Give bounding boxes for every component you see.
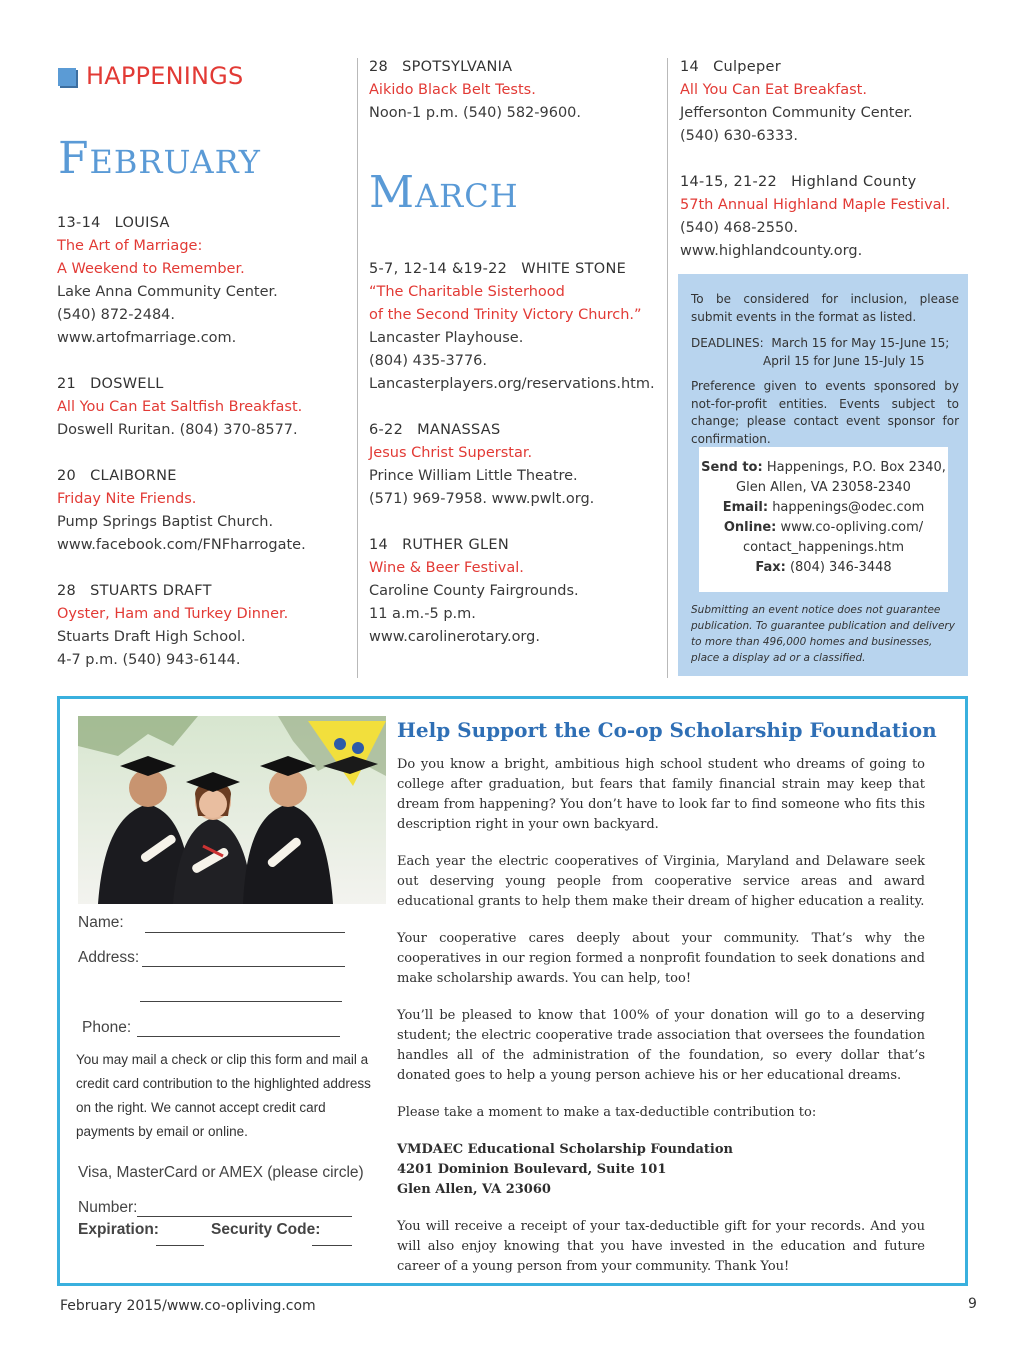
email-link[interactable]: happenings@odec.com [772, 500, 925, 515]
security-code-label: Security Code: [211, 1221, 321, 1238]
col3-events [680, 56, 980, 286]
event-detail: Jeffersonton Community Center. [680, 105, 913, 121]
expiration-label: Expiration: [78, 1221, 159, 1238]
column-divider [667, 58, 668, 678]
event-place: SPOTSYLVANIA [402, 59, 513, 75]
event-date: 28 [369, 59, 389, 75]
event-detail: Stuarts Draft High School. [57, 629, 246, 645]
address-field[interactable] [142, 966, 345, 967]
event-detail: (540) 468-2550. www.highlandcounty.org. [680, 220, 863, 259]
event-detail: (540) 630-6333. [680, 128, 799, 144]
column-divider [357, 58, 358, 678]
february-events [57, 212, 347, 695]
security-code-field[interactable] [312, 1245, 352, 1246]
event-title: All You Can Eat Saltfish Breakfast. [57, 399, 303, 415]
scholarship-paragraph: You’ll be pleased to know that 100% of your donation will go to a deserving student; the electric cooperative trade association that oversees the foundation handles all of the administration of the foundation, so every dollar that’s donated goes to help a young person achieve his or her educational dreams. [397, 1008, 925, 1083]
event-date: 6-22 [369, 422, 404, 438]
event-listing [369, 258, 659, 396]
scholarship-paragraph: Your cooperative cares deeply about your community. That’s why the cooperatives in our region formed a nonprofit foundation to seek donations and make scholarship awards. You can help, too! [397, 931, 925, 986]
event-place: LOUISA [114, 215, 170, 231]
event-date: 5-7, 12-14 &19-22 [369, 261, 508, 277]
event-title: A Weekend to Remember. [57, 261, 245, 277]
scholarship-paragraph: Each year the electric cooperatives of Virginia, Maryland and Delaware seek out deserving young people from cooperative service areas and award educational grants to help them make their dream of higher education a reality. [397, 854, 925, 909]
info-intro: To be considered for inclusion, please submit events in the format as listed. [691, 292, 959, 324]
event-title: Aikido Black Belt Tests. [369, 82, 536, 98]
event-title: 57th Annual Highland Maple Festival. [680, 197, 951, 213]
event-title: “The Charitable Sisterhood [369, 284, 565, 300]
event-date: 13-14 [57, 215, 101, 231]
scholarship-paragraph: Do you know a bright, ambitious high school student who dreams of going to college after graduation, but fears that family financial strain may keep that dream from happening? You don’t have to look far to find someone who fits this description right in your own backyard. [397, 757, 925, 832]
info-disclaimer: Submitting an event notice does not guarantee publication. To guarantee publication and delivery to more than 496,000 homes and businesses, place a display ad or a classified. [691, 604, 955, 664]
cards-label: Visa, MasterCard or AMEX (please circle) [78, 1164, 364, 1181]
submission-info-box [678, 274, 968, 676]
event-place: Culpeper [713, 59, 782, 75]
event-title: Oyster, Ham and Turkey Dinner. [57, 606, 289, 622]
number-label: Number: [78, 1199, 138, 1216]
event-place: STUARTS DRAFT [90, 583, 212, 599]
section-title: HAPPENINGS [86, 62, 244, 90]
event-detail: 4-7 p.m. (540) 943-6144. [57, 652, 241, 668]
event-date: 14 [680, 59, 700, 75]
graduates-photo [78, 716, 386, 904]
event-detail: www.facebook.com/FNFharrogate. [57, 537, 306, 553]
event-place: MANASSAS [417, 422, 501, 438]
event-detail: (804) 435-3776. [369, 353, 488, 369]
event-listing [369, 419, 659, 511]
name-field[interactable] [145, 932, 345, 933]
footer-left: February 2015/www.co-opliving.com [60, 1298, 316, 1314]
event-place: CLAIBORNE [90, 468, 177, 484]
event-date: 21 [57, 376, 77, 392]
event-listing [369, 534, 659, 649]
address-line: Glen Allen, VA 23060 [397, 1182, 551, 1197]
event-place: RUTHER GLEN [402, 537, 509, 553]
event-date: 20 [57, 468, 77, 484]
event-detail: 11 a.m.-5 p.m. [369, 606, 476, 622]
event-detail: Lancasterplayers.org/reservations.htm. [369, 376, 655, 392]
event-title: The Art of Marriage: [57, 238, 203, 254]
square-icon [58, 68, 76, 86]
col2-top-event [369, 56, 659, 148]
info-preference: Preference given to events sponsored by not-for-profit entities. Events subject to change; please contact event sponsor for confirmation. [691, 379, 959, 446]
card-number-field[interactable] [137, 1216, 352, 1217]
event-listing [57, 465, 347, 557]
event-listing [369, 56, 659, 125]
event-title: of the Second Trinity Victory Church.” [369, 307, 642, 323]
event-detail: Caroline County Fairgrounds. [369, 583, 579, 599]
event-listing [57, 373, 347, 442]
deadlines: DEADLINES: March 15 for May 15-June 15; April 15 for June 15-July 15 [691, 336, 950, 368]
event-detail: www.carolinerotary.org. [369, 629, 540, 645]
event-detail: (540) 872-2484. www.artofmarriage.com. [57, 307, 237, 346]
event-detail: Noon-1 p.m. (540) 582-9600. [369, 105, 582, 121]
expiration-field[interactable] [156, 1245, 204, 1246]
event-detail: Pump Springs Baptist Church. [57, 514, 274, 530]
address-field-2[interactable] [140, 1001, 342, 1002]
month-heading-february: FEBRUARY [58, 133, 261, 184]
march-events [369, 258, 659, 672]
page-number: 9 [968, 1296, 977, 1312]
event-detail: (571) 969-7958. www.pwlt.org. [369, 491, 595, 507]
month-heading-march: MARCH [369, 167, 519, 218]
event-place: WHITE STONE [521, 261, 627, 277]
event-detail: Lancaster Playhouse. [369, 330, 524, 346]
event-listing [680, 171, 980, 263]
event-listing [680, 56, 980, 148]
event-detail: Prince William Little Theatre. [369, 468, 578, 484]
event-title: Jesus Christ Superstar. [369, 445, 533, 461]
event-listing [57, 212, 347, 350]
online-link[interactable]: www.co-opliving.com/ [780, 520, 924, 535]
scholarship-paragraph: Please take a moment to make a tax-deductible contribution to: [397, 1105, 817, 1120]
event-listing [57, 580, 347, 672]
event-title: All You Can Eat Breakfast. [680, 82, 867, 98]
event-date: 14 [369, 537, 389, 553]
send-to-card: Send to: Happenings, P.O. Box 2340, Glen Allen, VA 23058-2340 Email: happenings@odec.com Online: www.co-opliving.com/ contact_happenings.htm Fax: (804) 346-3448 [699, 447, 948, 592]
foundation-address [397, 1140, 925, 1200]
address-line: VMDAEC Educational Scholarship Foundation [397, 1142, 733, 1157]
event-detail: Lake Anna Community Center. [57, 284, 278, 300]
name-label: Name: [78, 914, 124, 931]
mail-note: You may mail a check or clip this form and mail a credit card contribution to the highlighted address on the right. We cannot accept credit card payments by email or online. [76, 1052, 371, 1139]
phone-label: Phone: [82, 1019, 132, 1036]
scholarship-body [397, 755, 925, 1277]
phone-field[interactable] [137, 1036, 340, 1037]
event-title: Wine & Beer Festival. [369, 560, 524, 576]
event-place: DOSWELL [90, 376, 164, 392]
scholarship-title: Help Support the Co-op Scholarship Foundation [397, 718, 937, 742]
event-place: Highland County [791, 174, 917, 190]
event-title: Friday Nite Friends. [57, 491, 197, 507]
address-line: 4201 Dominion Boulevard, Suite 101 [397, 1162, 667, 1177]
event-date: 14-15, 21-22 [680, 174, 778, 190]
event-detail: Doswell Ruritan. (804) 370-8577. [57, 422, 298, 438]
address-label: Address: [78, 949, 140, 966]
event-date: 28 [57, 583, 77, 599]
scholarship-closing: You will receive a receipt of your tax-deductible gift for your records. And you will also enjoy knowing that you have invested in the education and future career of a young person from your community. Thank You! [397, 1219, 925, 1274]
